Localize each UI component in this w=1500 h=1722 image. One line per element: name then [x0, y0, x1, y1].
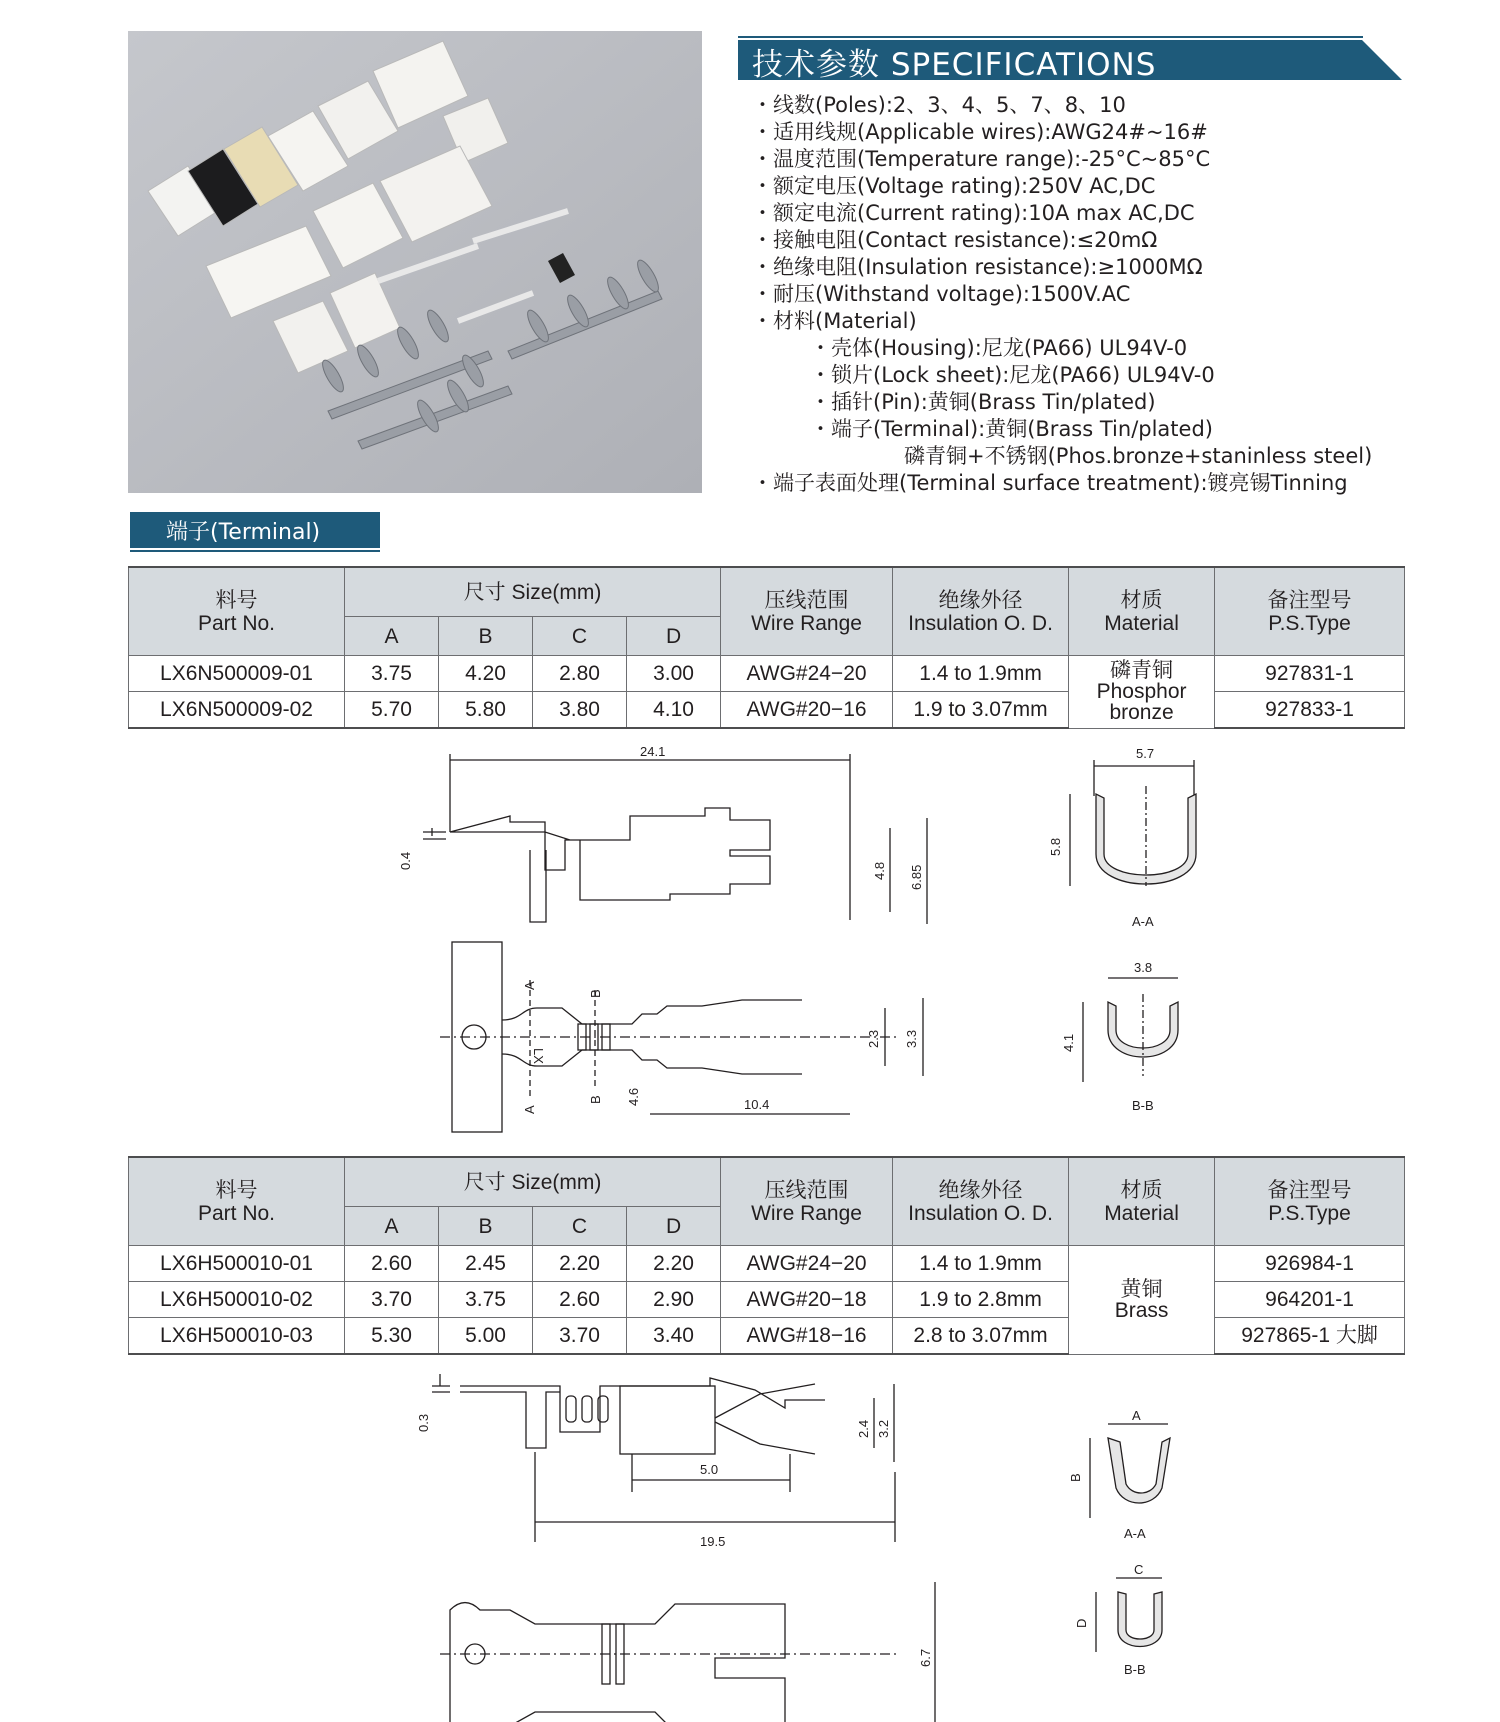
dim-thickness: 0.4: [398, 851, 413, 870]
section-aa-label-2: A-A: [1124, 1526, 1146, 1541]
cell-c: 3.70: [533, 1318, 627, 1355]
cell-d: 3.40: [627, 1318, 721, 1355]
terminal-title: 端子(Terminal): [166, 520, 321, 545]
section-mark-b-bottom: B: [588, 1095, 603, 1104]
section-aa-label: A-A: [1132, 914, 1154, 929]
product-photo: [128, 31, 702, 493]
dim-inner-height: 4.8: [872, 861, 887, 880]
terminal-banner: [130, 512, 380, 548]
spec-material: ・材料(Material): [752, 309, 917, 333]
header-ps-type: 备注型号 P.S.Type: [1215, 1157, 1405, 1246]
header-ps-type: 备注型号 P.S.Type: [1215, 567, 1405, 656]
dim-aa-b: B: [1068, 1473, 1083, 1482]
cell-b: 3.75: [439, 1282, 533, 1318]
specifications-banner: [738, 36, 1402, 83]
cell-wire-range: AWG#20−16: [721, 692, 893, 729]
dim-19-5: 19.5: [700, 1534, 726, 1549]
dim-2-3: 2.3: [866, 1029, 881, 1048]
header-size: 尺寸 Size(mm): [345, 567, 721, 617]
cell-wire-range: AWG#18−16: [721, 1318, 893, 1355]
cell-part-no: LX6H500010-03: [129, 1318, 345, 1355]
dim-5-0: 5.0: [700, 1462, 719, 1477]
header-material: 材质 Material: [1069, 567, 1215, 656]
terminal-1-sections: [1036, 746, 1216, 1126]
spec-material-lock-sheet: ・锁片(Lock sheet):尼龙(PA66) UL94V-0: [810, 363, 1215, 387]
cell-insulation-od: 1.4 to 1.9mm: [893, 656, 1069, 692]
terminal-1-drawing: [390, 740, 980, 1160]
spec-insulation-resistance: ・绝缘电阻(Insulation resistance):≥1000MΩ: [752, 255, 1203, 279]
specifications-list: [752, 92, 1492, 497]
cell-insulation-od: 2.8 to 3.07mm: [893, 1318, 1069, 1355]
header-b: B: [439, 617, 533, 656]
cell-a: 2.60: [345, 1246, 439, 1282]
terminal-marking: LX: [531, 1048, 546, 1064]
header-a: A: [345, 617, 439, 656]
header-insulation-od: 绝缘外径 Insulation O. D.: [893, 567, 1069, 656]
section-bb-label-2: B-B: [1124, 1662, 1146, 1677]
spec-material-terminal: ・端子(Terminal):黄铜(Brass Tin/plated): [810, 417, 1213, 441]
spec-material-pin: ・插针(Pin):黄铜(Brass Tin/plated): [810, 390, 1156, 414]
cell-ps-type: 927833-1: [1215, 692, 1405, 729]
header-part-no: 料号 Part No.: [129, 567, 345, 656]
cell-material: 黄铜 Brass: [1069, 1246, 1215, 1355]
dim-10-4: 10.4: [744, 1097, 770, 1112]
dim-thickness-2: 0.3: [416, 1413, 431, 1432]
section-mark-a-bottom: A: [522, 1105, 537, 1114]
section-mark-a-top: A: [522, 981, 537, 990]
terminal-spec-table-2: [128, 1156, 1405, 1355]
cell-d: 3.00: [627, 656, 721, 692]
cell-a: 5.70: [345, 692, 439, 729]
dim-bb-width: 3.8: [1134, 960, 1153, 975]
spec-material-terminal-alt: 磷青铜+不锈钢(Phos.bronze+staninless steel): [904, 444, 1373, 468]
cell-c: 2.60: [533, 1282, 627, 1318]
header-insulation-od: 绝缘外径 Insulation O. D.: [893, 1157, 1069, 1246]
cell-c: 3.80: [533, 692, 627, 729]
cell-part-no: LX6N500009-02: [129, 692, 345, 729]
dim-bb-c: C: [1134, 1562, 1144, 1577]
dim-6-7: 6.7: [918, 1648, 933, 1667]
cell-d: 2.90: [627, 1282, 721, 1318]
dim-4-6: 4.6: [626, 1087, 641, 1106]
cell-a: 5.30: [345, 1318, 439, 1355]
dim-aa-width: 5.7: [1136, 746, 1155, 761]
header-b: B: [439, 1207, 533, 1246]
table-row: [129, 1246, 1405, 1282]
spec-material-housing: ・壳体(Housing):尼龙(PA66) UL94V-0: [810, 336, 1188, 360]
spec-applicable-wires: ・适用线规(Applicable wires):AWG24#~16#: [752, 120, 1208, 144]
spec-temperature-range: ・温度范围(Temperature range):-25°C~85°C: [752, 147, 1211, 171]
header-a: A: [345, 1207, 439, 1246]
cell-ps-type: 927831-1: [1215, 656, 1405, 692]
cell-material: 磷青铜 Phosphor bronze: [1069, 656, 1215, 729]
spec-poles: ・线数(Poles):2、3、4、5、7、8、10: [752, 93, 1126, 117]
cell-d: 4.10: [627, 692, 721, 729]
cell-c: 2.20: [533, 1246, 627, 1282]
cell-d: 2.20: [627, 1246, 721, 1282]
cell-ps-type: 964201-1: [1215, 1282, 1405, 1318]
header-wire-range: 压线范围 Wire Range: [721, 1157, 893, 1246]
spec-current-rating: ・额定电流(Current rating):10A max AC,DC: [752, 201, 1195, 225]
cell-b: 4.20: [439, 656, 533, 692]
terminal-spec-table-1: [128, 566, 1405, 729]
dim-aa-a: A: [1132, 1408, 1141, 1423]
cell-b: 5.00: [439, 1318, 533, 1355]
header-size: 尺寸 Size(mm): [345, 1157, 721, 1207]
header-c: C: [533, 617, 627, 656]
cell-c: 2.80: [533, 656, 627, 692]
cell-insulation-od: 1.9 to 2.8mm: [893, 1282, 1069, 1318]
terminal-2-drawing: [416, 1362, 980, 1712]
dim-aa-height: 5.8: [1048, 837, 1063, 856]
header-wire-range: 压线范围 Wire Range: [721, 567, 893, 656]
terminal-2-sections: [1066, 1408, 1206, 1708]
cell-b: 2.45: [439, 1246, 533, 1282]
cell-ps-type: 927865-1 大脚: [1215, 1318, 1405, 1355]
cell-part-no: LX6H500010-01: [129, 1246, 345, 1282]
section-mark-b-top: B: [588, 989, 603, 998]
cell-b: 5.80: [439, 692, 533, 729]
table-row: [129, 656, 1405, 692]
spec-contact-resistance: ・接触电阻(Contact resistance):≤20mΩ: [752, 228, 1158, 252]
section-bb-label: B-B: [1132, 1098, 1154, 1113]
specifications-title: 技术参数 SPECIFICATIONS: [752, 47, 1157, 83]
cell-wire-range: AWG#24−20: [721, 656, 893, 692]
cell-wire-range: AWG#20−18: [721, 1282, 893, 1318]
cell-part-no: LX6N500009-01: [129, 656, 345, 692]
dim-bb-d: D: [1074, 1618, 1089, 1628]
dim-3-3: 3.3: [904, 1029, 919, 1048]
cell-a: 3.70: [345, 1282, 439, 1318]
header-d: D: [627, 617, 721, 656]
cell-ps-type: 926984-1: [1215, 1246, 1405, 1282]
spec-withstand-voltage: ・耐压(Withstand voltage):1500V.AC: [752, 282, 1131, 306]
dim-3-2: 3.2: [876, 1419, 891, 1438]
cell-wire-range: AWG#24−20: [721, 1246, 893, 1282]
dim-2-4: 2.4: [856, 1419, 871, 1438]
cell-insulation-od: 1.4 to 1.9mm: [893, 1246, 1069, 1282]
header-c: C: [533, 1207, 627, 1246]
header-part-no: 料号 Part No.: [129, 1157, 345, 1246]
header-d: D: [627, 1207, 721, 1246]
cell-insulation-od: 1.9 to 3.07mm: [893, 692, 1069, 729]
dim-length: 24.1: [640, 744, 666, 759]
dim-bb-height: 4.1: [1061, 1033, 1076, 1052]
cell-a: 3.75: [345, 656, 439, 692]
spec-surface-treatment: ・端子表面处理(Terminal surface treatment):镀亮锡Tinning: [752, 471, 1348, 495]
header-material: 材质 Material: [1069, 1157, 1215, 1246]
cell-part-no: LX6H500010-02: [129, 1282, 345, 1318]
spec-voltage-rating: ・额定电压(Voltage rating):250V AC,DC: [752, 174, 1156, 198]
dim-outer-height: 6.85: [909, 864, 924, 890]
